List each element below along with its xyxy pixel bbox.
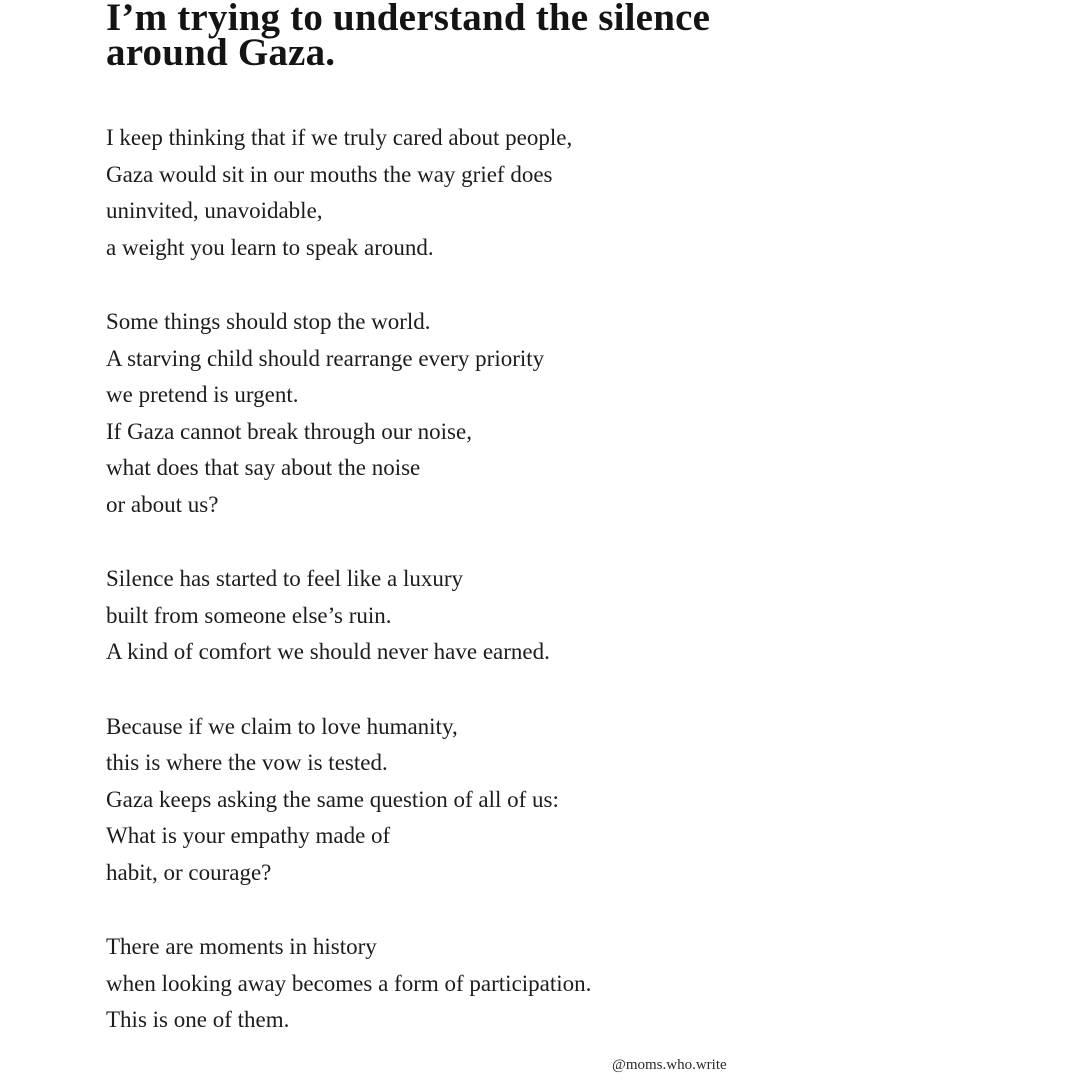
poem-line: This is one of them.	[106, 1007, 290, 1032]
poem-line: Gaza would sit in our mouths the way grief does	[106, 161, 553, 187]
poem-line: habit, or courage?	[106, 859, 272, 885]
poem-line: built from someone else’s ruin.	[106, 602, 392, 628]
poem-title	[106, 0, 826, 74]
stanza-2	[106, 304, 826, 523]
stanza-4	[106, 709, 826, 892]
stanza-3	[106, 561, 826, 671]
poem-line: What is your empathy made of	[106, 823, 391, 848]
poem-line: a weight you learn to speak around.	[106, 234, 434, 260]
poem-line: what does that say about the noise	[106, 455, 421, 480]
poem-line: Some things should stop the world.	[106, 309, 431, 334]
author-handle: @moms.who.write	[612, 1057, 727, 1073]
poem-line: uninvited, unavoidable,	[106, 198, 323, 223]
title-line: around Gaza.	[106, 31, 336, 74]
stanza-5	[106, 929, 826, 1039]
poem-line: I keep thinking that if we truly cared about people,	[106, 125, 573, 150]
title-line: I’m trying to understand the silence	[106, 0, 711, 39]
poem-line: Because if we claim to love humanity,	[106, 713, 458, 739]
poem-line: this is where the vow is tested.	[106, 750, 388, 775]
poem-line: or about us?	[106, 491, 219, 517]
poem-line: A kind of comfort we should never have earned.	[106, 639, 550, 664]
poem-line: we pretend is urgent.	[106, 382, 299, 407]
poem-line: A starving child should rearrange every priority	[106, 345, 545, 371]
poem-line: when looking away becomes a form of participation.	[106, 970, 592, 996]
poem-line: There are moments in history	[106, 934, 377, 959]
poem-line: Gaza keeps asking the same question of all of us:	[106, 786, 559, 812]
poem-body	[106, 120, 826, 1077]
poem-line: If Gaza cannot break through our noise,	[106, 418, 472, 444]
stanza-1	[106, 120, 826, 266]
poem-line: Silence has started to feel like a luxury	[106, 566, 464, 591]
